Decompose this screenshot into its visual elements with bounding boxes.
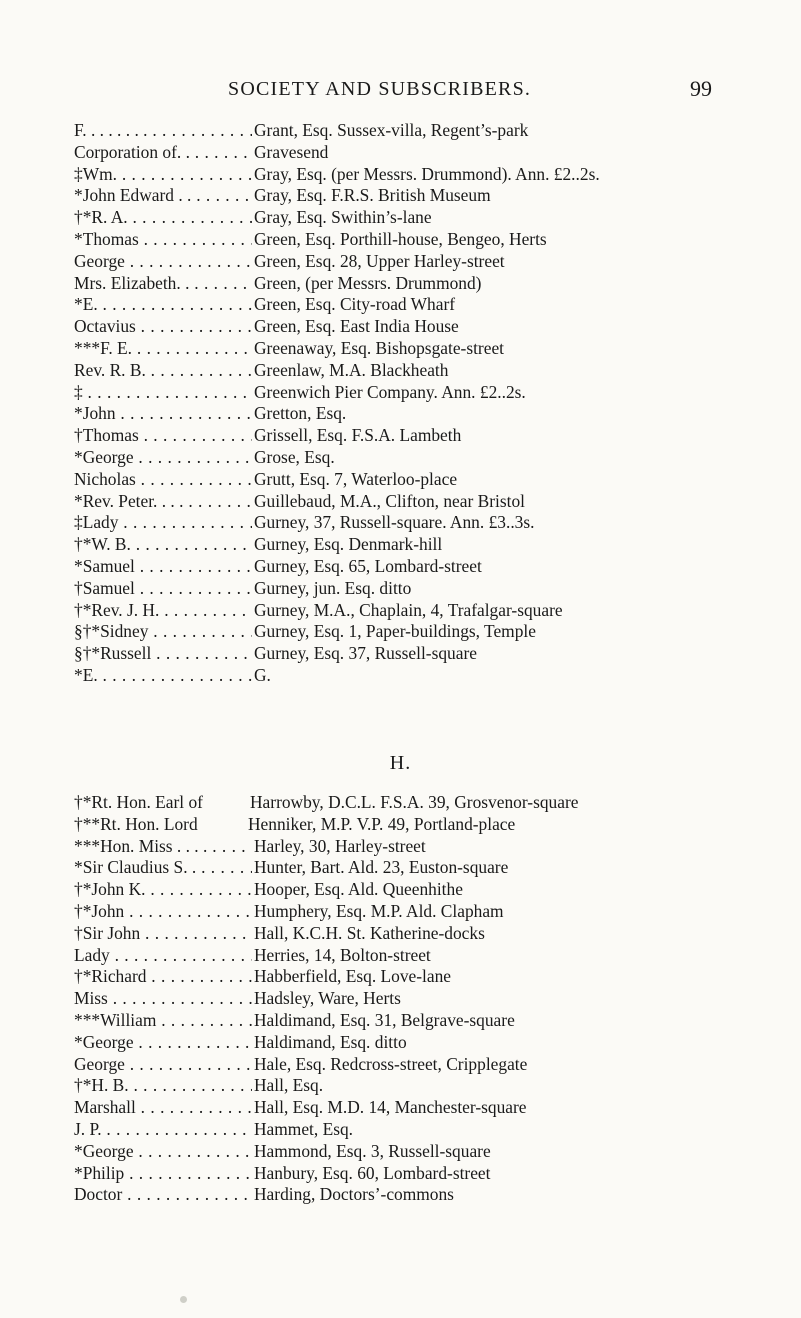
- list-entry: [74, 382, 774, 404]
- entry-surname-address: Grissell, Esq. F.S.A. Lambeth: [254, 425, 462, 446]
- list-entry: [74, 945, 774, 967]
- entry-given-name: *Samuel . . .: [74, 556, 252, 578]
- entry-given-name: †*Richard . . .: [74, 966, 252, 988]
- entry-surname-address: Harrowby, D.C.L. F.S.A. 39, Grosvenor-square: [250, 792, 579, 812]
- list-entry: [74, 294, 774, 316]
- entry-surname-address: Grant, Esq. Sussex-villa, Regent’s-park: [254, 120, 529, 140]
- entry-given-name: Doctor . . .: [74, 1184, 252, 1206]
- list-entry: [74, 469, 774, 491]
- list-entry: [74, 1097, 774, 1119]
- list-entry: [74, 879, 774, 901]
- entry-given-name: Corporation of. . . . .: [74, 142, 252, 164]
- entry-surname-address: Humphery, Esq. M.P. Ald. Clapham: [254, 900, 504, 921]
- entry-given-name: †*H. B. . . .: [74, 1075, 252, 1097]
- entry-surname-address: Hammond, Esq. 3, Russell-square: [254, 1140, 491, 1161]
- list-entry: [74, 600, 774, 622]
- list-entry: [74, 185, 774, 207]
- entry-given-name: *E. . . .: [74, 665, 252, 687]
- entry-surname-address: Gray, Esq. Swithin’s-lane: [254, 207, 432, 228]
- entry-given-name: †Sir John . . .: [74, 923, 252, 945]
- entry-given-name: Marshall . . .: [74, 1097, 252, 1119]
- list-entry: [74, 1141, 774, 1163]
- list-entry: [74, 534, 774, 556]
- subscriber-list-h: [74, 792, 774, 1206]
- entry-given-name: Nicholas . . .: [74, 469, 252, 491]
- entry-given-name: *George . . .: [74, 1141, 252, 1163]
- entry-given-name: Mrs. Elizabeth. . . . .: [74, 273, 252, 295]
- list-entry: [74, 316, 774, 338]
- entry-given-name: *Rev. Peter. . . . . . .: [74, 491, 252, 513]
- entry-surname-address: Haldimand, Esq. ditto: [254, 1031, 407, 1052]
- entry-surname-address: Green, Esq. City-road Wharf: [254, 294, 456, 315]
- entry-surname-address: Gurney, Esq. 1, Paper-buildings, Temple: [254, 621, 536, 642]
- entry-surname-address: Gray, Esq. (per Messrs. Drummond). Ann. £2..2s.: [254, 163, 600, 184]
- entry-given-name: §†*Russell . . .: [74, 643, 252, 665]
- entry-surname-address: Green, Esq. Porthill-house, Bengeo, Herts: [254, 228, 547, 249]
- entry-given-name: ***F. E. . . .: [74, 338, 252, 360]
- list-entry: [74, 643, 774, 665]
- entry-given-name: ‡ . . .: [74, 382, 252, 404]
- list-entry: [74, 836, 774, 858]
- list-entry: [74, 447, 774, 469]
- entry-given-name: *Philip . . .: [74, 1163, 252, 1185]
- entry-surname-address: Gurney, Esq. Denmark-hill: [254, 534, 443, 555]
- entry-given-name: §†*Sidney . . .: [74, 621, 252, 643]
- entry-surname-address: Henniker, M.P. V.P. 49, Portland-place: [248, 813, 516, 834]
- entry-surname-address: Hooper, Esq. Ald. Queenhithe: [254, 879, 463, 900]
- entry-surname-address: Herries, 14, Bolton-street: [254, 944, 431, 965]
- entry-surname-address: Hall, Esq. M.D. 14, Manchester-square: [254, 1097, 527, 1118]
- entry-surname-address: Hall, Esq.: [254, 1075, 324, 1096]
- entry-surname-address: Green, Esq. 28, Upper Harley-street: [254, 250, 505, 271]
- entry-surname-address: Hunter, Bart. Ald. 23, Euston-square: [254, 857, 509, 878]
- entry-surname-address: Hall, K.C.H. St. Katherine-docks: [254, 922, 485, 943]
- entry-surname-address: Gurney, 37, Russell-square. Ann. £3..3s.: [254, 512, 535, 533]
- entry-surname-address: Harley, 30, Harley-street: [254, 835, 426, 856]
- section-heading-h: H.: [389, 752, 412, 774]
- entry-given-name: †Thomas . . .: [74, 425, 252, 447]
- entry-surname-address: Grutt, Esq. 7, Waterloo-place: [254, 468, 458, 489]
- entry-given-name: ***William . . .: [74, 1010, 252, 1032]
- entry-surname-address: Hadsley, Ware, Herts: [254, 988, 401, 1009]
- entry-given-name: †Samuel . . .: [74, 578, 252, 600]
- entry-given-name: *John Edward . . . . .: [74, 185, 252, 207]
- entry-given-name: *George . . .: [74, 1032, 252, 1054]
- entry-given-name: *George . . .: [74, 447, 252, 469]
- list-entry: [74, 1119, 774, 1141]
- list-entry: [74, 425, 774, 447]
- entry-given-name: ‡Lady . . .: [74, 512, 252, 534]
- entry-given-name: †*John . . .: [74, 901, 252, 923]
- list-entry: [74, 857, 774, 879]
- list-entry: [74, 923, 774, 945]
- running-title: SOCIETY AND SUBSCRIBERS.: [228, 78, 532, 100]
- entry-given-name: *John . . .: [74, 403, 252, 425]
- list-entry: [74, 120, 774, 142]
- list-entry: [74, 1032, 774, 1054]
- entry-surname-address: Gretton, Esq.: [254, 403, 347, 424]
- entry-given-name: Octavius . . .: [74, 316, 252, 338]
- list-entry: [74, 988, 774, 1010]
- list-entry: [74, 164, 774, 186]
- entry-surname-address: Gurney, Esq. 37, Russell-square: [254, 643, 477, 664]
- list-entry: [74, 512, 774, 534]
- entry-surname-address: Gurney, M.A., Chaplain, 4, Trafalgar-square: [254, 599, 563, 620]
- entry-surname-address: Gurney, Esq. 65, Lombard-street: [254, 555, 482, 576]
- entry-given-name: Lady . . .: [74, 945, 252, 967]
- entry-given-name: F. . . . . . . . . . .: [74, 120, 252, 142]
- entry-surname-address: Gray, Esq. F.R.S. British Museum: [254, 185, 491, 206]
- entry-surname-address: Gravesend: [254, 141, 329, 162]
- page-header: [0, 78, 801, 108]
- list-entry: [74, 403, 774, 425]
- entry-surname-address: Greenaway, Esq. Bishopsgate-street: [254, 337, 504, 358]
- list-entry: [74, 814, 774, 836]
- entry-given-name: Miss . . .: [74, 988, 252, 1010]
- list-entry: [74, 229, 774, 251]
- list-entry: [74, 1075, 774, 1097]
- list-entry: [74, 273, 774, 295]
- entry-given-name: Rev. R. B. . . .: [74, 360, 252, 382]
- entry-surname-address: G.: [254, 664, 271, 685]
- entry-given-name: †*W. B. . . .: [74, 534, 252, 556]
- entry-given-name: †*R. A. . . .: [74, 207, 252, 229]
- entry-surname-address: Hanbury, Esq. 60, Lombard-street: [254, 1162, 491, 1183]
- entry-given-name: †*Rev. J. H. . . .: [74, 600, 252, 622]
- list-entry: [74, 901, 774, 923]
- entry-given-name: †**Rt. Hon. Lord: [74, 813, 198, 834]
- entry-given-name: ***Hon. Miss . . . . . . .: [74, 836, 252, 858]
- list-entry: [74, 251, 774, 273]
- entry-given-name: J. P. . . .: [74, 1119, 252, 1141]
- entry-given-name: *E. . . .: [74, 294, 252, 316]
- list-entry: [74, 142, 774, 164]
- list-entry: [74, 491, 774, 513]
- subscriber-list-g: [74, 120, 774, 687]
- paper-blemish: [180, 1296, 187, 1303]
- list-entry: [74, 1010, 774, 1032]
- entry-surname-address: Greenwich Pier Company. Ann. £2..2s.: [254, 381, 526, 402]
- entry-given-name: *Sir Claudius S. . . . .: [74, 857, 252, 879]
- entry-given-name: †*Rt. Hon. Earl of: [74, 792, 203, 812]
- list-entry: [74, 966, 774, 988]
- list-entry: [74, 338, 774, 360]
- entry-surname-address: Hale, Esq. Redcross-street, Cripplegate: [254, 1053, 528, 1074]
- list-entry: [74, 1163, 774, 1185]
- entry-surname-address: Habberfield, Esq. Love-lane: [254, 966, 452, 987]
- list-entry: [74, 556, 774, 578]
- entry-given-name: ‡Wm. . . .: [74, 164, 252, 186]
- entry-given-name: †*John K. . . .: [74, 879, 252, 901]
- entry-surname-address: Gurney, jun. Esq. ditto: [254, 577, 412, 598]
- page-number: 99: [690, 76, 712, 101]
- entry-given-name: *Thomas . . .: [74, 229, 252, 251]
- entry-surname-address: Green, Esq. East India House: [254, 316, 459, 337]
- entry-given-name: George . . .: [74, 251, 252, 273]
- entry-surname-address: Guillebaud, M.A., Clifton, near Bristol: [254, 490, 525, 511]
- list-entry: [74, 792, 774, 814]
- list-entry: [74, 1054, 774, 1076]
- list-entry: [74, 207, 774, 229]
- entry-surname-address: Hammet, Esq.: [254, 1118, 354, 1139]
- list-entry: [74, 621, 774, 643]
- entry-surname-address: Greenlaw, M.A. Blackheath: [254, 359, 449, 380]
- list-entry: [74, 1184, 774, 1206]
- entry-surname-address: Grose, Esq.: [254, 446, 335, 467]
- entry-surname-address: Harding, Doctors’-commons: [254, 1184, 454, 1205]
- entry-given-name: George . . .: [74, 1054, 252, 1076]
- list-entry: [74, 578, 774, 600]
- list-entry: [74, 360, 774, 382]
- list-entry: [74, 665, 774, 687]
- entry-surname-address: Haldimand, Esq. 31, Belgrave-square: [254, 1009, 515, 1030]
- entry-surname-address: Green, (per Messrs. Drummond): [254, 272, 482, 293]
